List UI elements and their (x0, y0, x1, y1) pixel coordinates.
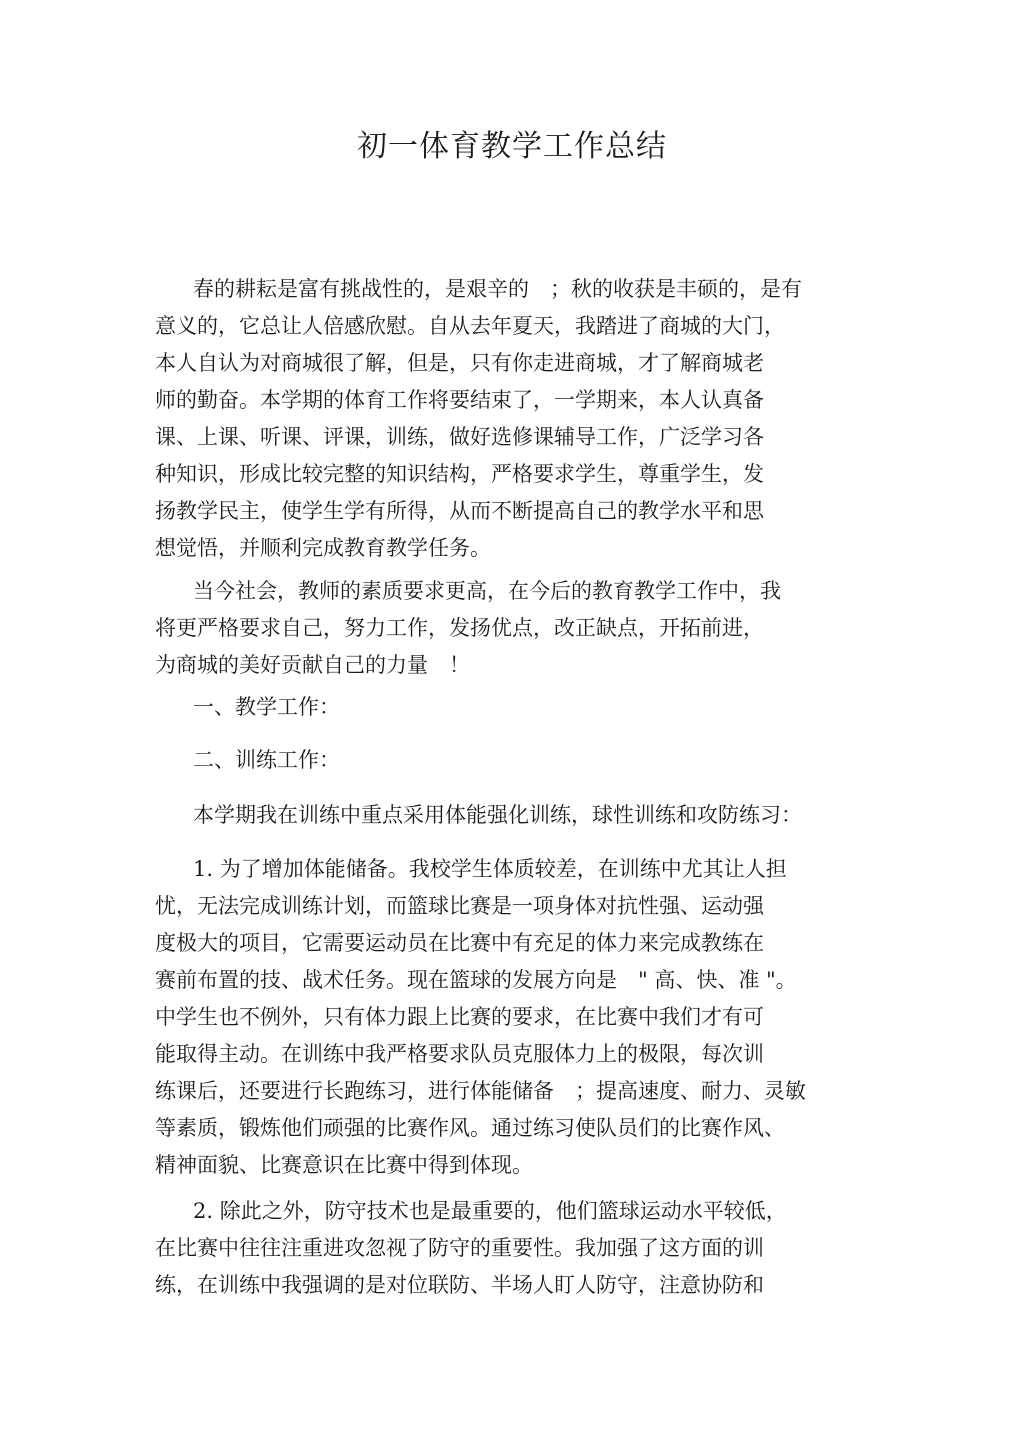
text-line: 为商城的美好贡献自己的力量 ！ (155, 653, 470, 677)
text-line: 能取得主动。在训练中我严格要求队员克服体力上的极限，每次训 (155, 1042, 764, 1066)
text-line: 在比赛中往往注重进攻忽视了防守的重要性。我加强了这方面的训 (155, 1236, 764, 1260)
text-line: 本学期我在训练中重点采用体能强化训练，球性训练和攻防练习： (193, 803, 802, 827)
text-line: 将更严格要求自己，努力工作，发扬优点，改正缺点，开拓前进， (155, 616, 764, 640)
text-line: 想觉悟，并顺利完成教育教学任务。 (155, 536, 491, 560)
text-line: 一、教学工作： (193, 695, 340, 719)
text-line: 春的耕耘是富有挑战性的，是艰辛的 ；秋的收获是丰硕的，是有 (193, 277, 802, 301)
text-line: 2. 除此之外，防守技术也是最重要的，他们篮球运动水平较低， (193, 1199, 787, 1223)
text-line: 课、上课、听课、评课，训练，做好选修课辅导工作，广泛学习各 (155, 425, 764, 449)
text-line: 意义的，它总让人倍感欣慰。自从去年夏天，我踏进了商城的大门， (155, 314, 785, 338)
text-line: 等素质，锻炼他们顽强的比赛作风。通过练习使队员们的比赛作风、 (155, 1116, 785, 1140)
text-line: 师的勤奋。本学期的体育工作将要结束了，一学期来，本人认真备 (155, 388, 764, 412)
text-line: 精神面貌、比赛意识在比赛中得到体现。 (155, 1153, 533, 1177)
text-line: 1. 为了增加体能储备。我校学生体质较差，在训练中尤其让人担 (193, 857, 787, 881)
text-line: 扬教学民主，使学生学有所得，从而不断提高自己的教学水平和思 (155, 499, 764, 523)
text-line: 二、训练工作： (193, 748, 340, 772)
text-line: 忧，无法完成训练计划，而篮球比赛是一项身体对抗性强、运动强 (155, 894, 764, 918)
text-line: 种知识，形成比较完整的知识结构，严格要求学生，尊重学生，发 (155, 462, 764, 486)
text-line: 中学生也不例外，只有体力跟上比赛的要求，在比赛中我们才有可 (155, 1005, 764, 1029)
text-line: 练课后，还要进行长跑练习，进行体能储备 ；提高速度、耐力、灵敏 (155, 1079, 806, 1103)
text-line: 练，在训练中我强调的是对位联防、半场人盯人防守，注意协防和 (155, 1273, 764, 1297)
text-line: 本人自认为对商城很了解，但是，只有你走进商城，才了解商城老 (155, 351, 764, 375)
text-line: 当今社会，教师的素质要求更高，在今后的教育教学工作中，我 (193, 579, 781, 603)
text-line: 赛前布置的技、战术任务。现在篮球的发展方向是 " 高、快、准 "。 (155, 968, 797, 992)
text-line: 度极大的项目，它需要运动员在比赛中有充足的体力来完成教练在 (155, 931, 764, 955)
document-title: 初一体育教学工作总结 (357, 129, 667, 164)
